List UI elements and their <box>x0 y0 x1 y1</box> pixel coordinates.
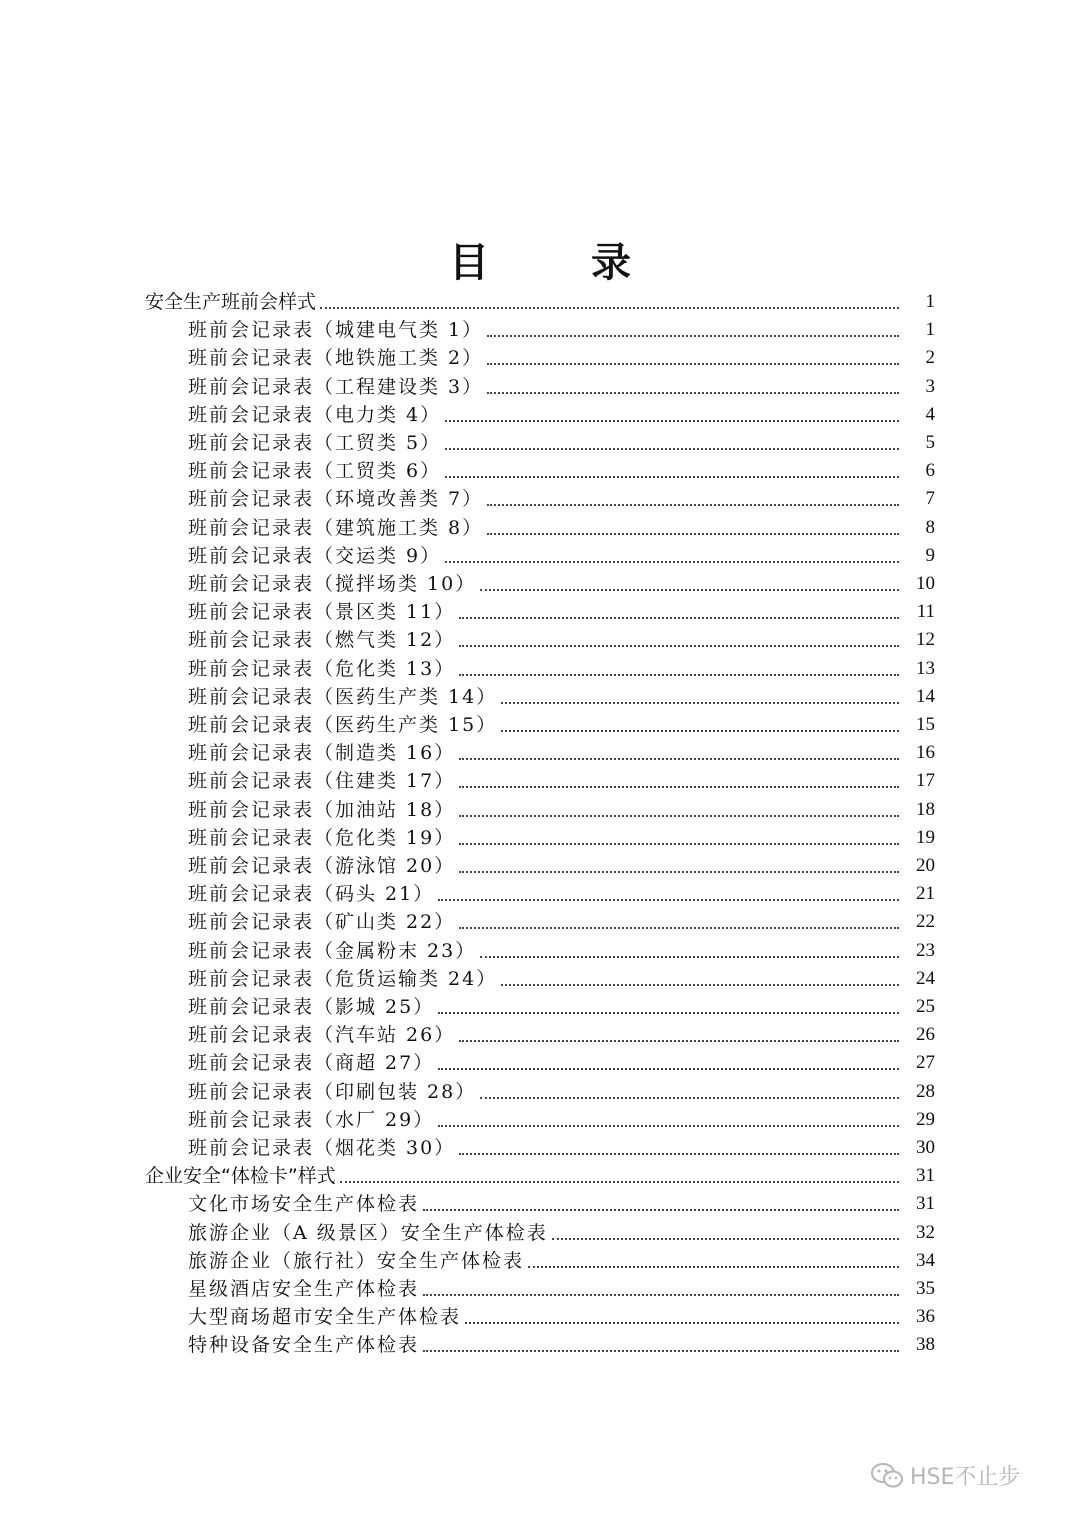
toc-item <box>0 1078 1080 1106</box>
toc-item <box>0 401 1080 429</box>
dot-leader <box>487 392 899 394</box>
toc-page-number: 38 <box>916 1334 935 1356</box>
toc-item <box>0 457 1080 485</box>
toc-page-number: 32 <box>916 1221 935 1243</box>
toc-page-number: 1 <box>925 319 935 341</box>
dot-leader <box>487 504 899 506</box>
toc-page-number: 34 <box>916 1249 935 1271</box>
toc-page-number: 17 <box>916 770 935 792</box>
dot-leader <box>459 645 899 647</box>
toc-label: 安全生产班前会样式 <box>145 291 317 313</box>
dot-leader <box>501 984 899 986</box>
toc-label: 班前会记录表（烟花类 30） <box>188 1137 456 1159</box>
toc-item <box>0 767 1080 795</box>
toc-item <box>0 683 1080 711</box>
dot-leader <box>459 927 899 929</box>
toc-page-number: 15 <box>916 714 935 735</box>
toc-label: 班前会记录表（搅拌场类 10） <box>188 573 477 595</box>
dot-leader <box>459 1040 899 1042</box>
toc-page-number: 11 <box>916 601 935 623</box>
toc-page-number: 35 <box>916 1278 935 1299</box>
toc-item <box>0 852 1080 880</box>
toc-item <box>0 824 1080 852</box>
toc-label: 大型商场超市安全生产体检表 <box>188 1306 462 1329</box>
toc-label: 企业安全“体检卡”样式 <box>145 1165 336 1188</box>
dot-leader <box>465 1322 899 1324</box>
dot-leader <box>445 476 899 478</box>
toc-page-number: 27 <box>916 1052 935 1074</box>
toc-page-number: 7 <box>925 488 935 510</box>
toc-item <box>0 711 1080 739</box>
toc-label: 班前会记录表（加油站 18） <box>188 798 456 821</box>
dot-leader <box>552 1238 899 1240</box>
toc-item <box>0 1021 1080 1049</box>
dot-leader <box>528 1266 899 1268</box>
toc-page-number: 14 <box>916 685 935 707</box>
toc-label: 班前会记录表（燃气类 12） <box>188 629 456 652</box>
toc-page-number: 18 <box>916 798 935 820</box>
toc-item <box>0 993 1080 1021</box>
toc-label: 班前会记录表（矿山类 22） <box>188 911 456 934</box>
toc-item <box>0 1303 1080 1331</box>
watermark <box>870 1460 1020 1491</box>
toc-page-number: 9 <box>925 544 935 566</box>
toc-item <box>0 373 1080 401</box>
toc-page-number: 28 <box>916 1080 935 1102</box>
toc-page-number: 10 <box>916 573 935 594</box>
toc-section <box>0 288 1080 316</box>
toc-label: 班前会记录表（制造类 16） <box>188 742 456 765</box>
toc-page-number: 12 <box>916 629 935 651</box>
toc-item <box>0 1331 1080 1359</box>
toc-page-number: 25 <box>916 996 935 1017</box>
toc-label: 班前会记录表（危化类 13） <box>188 657 456 680</box>
toc-page-number: 8 <box>925 516 935 538</box>
toc-item <box>0 1247 1080 1275</box>
dot-leader <box>487 533 899 535</box>
toc-page-number: 30 <box>916 1137 935 1158</box>
dot-leader <box>340 1181 899 1183</box>
toc-label: 班前会记录表（危化类 19） <box>188 826 456 849</box>
toc-page-number: 21 <box>916 883 935 905</box>
toc-item <box>0 485 1080 513</box>
toc-item <box>0 429 1080 457</box>
toc-page-number: 22 <box>916 911 935 933</box>
dot-leader <box>459 843 899 845</box>
toc-item <box>0 655 1080 683</box>
dot-leader <box>501 730 899 732</box>
toc-item <box>0 598 1080 626</box>
toc-page-number: 6 <box>925 460 935 482</box>
toc-item <box>0 626 1080 654</box>
toc-item <box>0 316 1080 344</box>
toc-label: 旅游企业（A 级景区）安全生产体检表 <box>188 1221 548 1244</box>
toc-label: 班前会记录表（影城 25） <box>188 996 435 1018</box>
toc-label: 班前会记录表（医药生产类 14） <box>188 685 498 708</box>
toc-label: 班前会记录表（建筑施工类 8） <box>188 516 484 539</box>
toc-item <box>0 1190 1080 1218</box>
watermark-text: HSE不止步 <box>910 1465 1021 1490</box>
toc-page-number: 20 <box>916 855 935 876</box>
dot-leader <box>459 758 899 760</box>
toc-label: 班前会记录表（工程建设类 3） <box>188 375 484 398</box>
dot-leader <box>445 420 899 422</box>
toc-item <box>0 344 1080 372</box>
toc-item <box>0 739 1080 767</box>
toc-label: 班前会记录表（住建类 17） <box>188 770 456 793</box>
dot-leader <box>459 815 899 817</box>
dot-leader <box>445 448 899 450</box>
dot-leader <box>438 899 899 901</box>
dot-leader <box>459 674 899 676</box>
wechat-icon <box>870 1462 904 1490</box>
dot-leader <box>487 363 899 365</box>
toc-label: 班前会记录表（水厂 29） <box>188 1108 435 1131</box>
toc-label: 特种设备安全生产体检表 <box>188 1334 420 1357</box>
toc-label: 班前会记录表（交运类 9） <box>188 544 442 567</box>
toc-label: 班前会记录表（景区类 11） <box>188 601 456 624</box>
dot-leader <box>480 589 899 591</box>
toc-label: 班前会记录表（工贸类 6） <box>188 460 442 483</box>
toc-page-number: 31 <box>916 1165 935 1187</box>
toc-label: 文化市场安全生产体检表 <box>188 1193 420 1216</box>
toc-item <box>0 1275 1080 1303</box>
toc-label: 班前会记录表（城建电气类 1） <box>188 319 484 342</box>
toc-label: 班前会记录表（环境改善类 7） <box>188 488 484 511</box>
dot-leader <box>480 1097 899 1099</box>
dot-leader <box>480 956 899 958</box>
toc-item <box>0 796 1080 824</box>
toc-item <box>0 1049 1080 1077</box>
dot-leader <box>438 1012 899 1014</box>
toc-label: 班前会记录表（汽车站 26） <box>188 1024 456 1047</box>
dot-leader <box>459 1153 899 1155</box>
toc-page-number: 2 <box>925 347 935 369</box>
toc-page-number: 29 <box>916 1108 935 1130</box>
dot-leader <box>487 335 899 337</box>
toc-label: 班前会记录表（码头 21） <box>188 883 435 906</box>
toc-label: 班前会记录表（印刷包装 28） <box>188 1080 477 1103</box>
toc-label: 旅游企业（旅行社）安全生产体检表 <box>188 1249 525 1272</box>
toc-label: 班前会记录表（商超 27） <box>188 1052 435 1075</box>
dot-leader <box>459 786 899 788</box>
toc-label: 班前会记录表（地铁施工类 2） <box>188 347 484 370</box>
toc-page-number: 26 <box>916 1024 935 1046</box>
toc-page-number: 1 <box>925 291 935 312</box>
toc-page-number: 31 <box>916 1193 935 1215</box>
dot-leader <box>459 871 899 873</box>
toc-page-number: 13 <box>916 657 935 679</box>
toc-item <box>0 908 1080 936</box>
toc-item <box>0 542 1080 570</box>
dot-leader <box>423 1294 899 1296</box>
toc-item <box>0 880 1080 908</box>
toc-page-number: 24 <box>916 967 935 989</box>
dot-leader <box>423 1209 899 1211</box>
toc-page-number: 5 <box>925 432 935 453</box>
toc-label: 星级酒店安全生产体检表 <box>188 1278 420 1300</box>
toc-item <box>0 514 1080 542</box>
page-title: 目 录 <box>449 240 675 286</box>
dot-leader <box>445 561 899 563</box>
toc-page-number: 36 <box>916 1306 935 1328</box>
dot-leader <box>501 702 899 704</box>
dot-leader <box>320 307 899 309</box>
toc-page-number: 23 <box>916 939 935 961</box>
toc-page-number: 4 <box>925 403 935 425</box>
toc-label: 班前会记录表（医药生产类 15） <box>188 714 498 736</box>
toc-label: 班前会记录表（金属粉末 23） <box>188 939 477 962</box>
dot-leader <box>459 617 899 619</box>
toc-section <box>0 1162 1080 1190</box>
toc-label: 班前会记录表（工贸类 5） <box>188 432 442 454</box>
toc-label: 班前会记录表（电力类 4） <box>188 403 442 426</box>
toc-page-number: 19 <box>916 826 935 848</box>
dot-leader <box>438 1125 899 1127</box>
toc-item <box>0 937 1080 965</box>
toc-page-number: 3 <box>925 375 935 397</box>
dot-leader <box>438 1068 899 1070</box>
toc-item <box>0 1106 1080 1134</box>
toc-item <box>0 965 1080 993</box>
toc-item <box>0 570 1080 598</box>
toc-page-number: 16 <box>916 742 935 764</box>
toc-label: 班前会记录表（危货运输类 24） <box>188 967 498 990</box>
dot-leader <box>423 1350 899 1352</box>
toc-label: 班前会记录表（游泳馆 20） <box>188 855 456 877</box>
toc-item <box>0 1134 1080 1162</box>
toc-item <box>0 1219 1080 1247</box>
